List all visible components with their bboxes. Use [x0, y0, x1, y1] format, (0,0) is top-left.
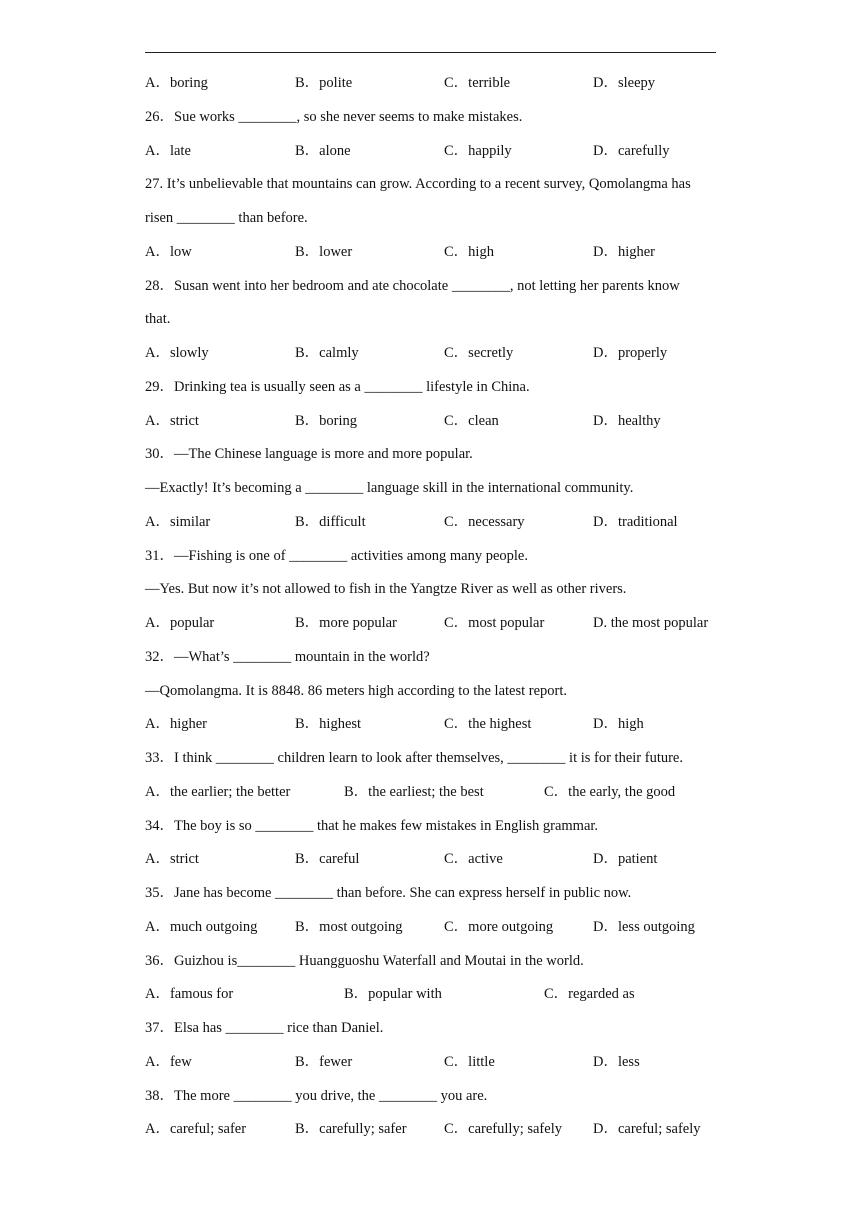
answer-option: C．active — [444, 851, 503, 868]
answer-option: D．carefully — [593, 142, 670, 159]
question-text: 27. It’s unbelievable that mountains can grow. According to a recent survey, Qomolangma has — [145, 176, 691, 193]
answer-option: B．difficult — [295, 513, 366, 530]
answer-options — [145, 779, 725, 813]
question-text: 35．Jane has become ________ than before. She can express herself in public now. — [145, 885, 632, 901]
question-text: 32．—What’s ________ mountain in the world? — [145, 648, 430, 665]
header-rule — [145, 52, 716, 53]
answer-options — [145, 610, 725, 644]
answer-option: C．terrible — [444, 75, 511, 91]
question-text: 26．Sue works ________, so she never seems to make mistakes. — [145, 108, 523, 125]
answer-option: B．highest — [295, 716, 362, 733]
answer-option: B．popular with — [344, 986, 442, 1003]
question-text: 34．The boy is so ________ that he makes few mistakes in English grammar. — [145, 817, 599, 834]
answer-option: C．happily — [444, 142, 512, 159]
answer-option: C．most popular — [444, 615, 545, 631]
answer-option: D. the most popular — [593, 615, 709, 631]
answer-options — [145, 239, 725, 273]
question-text: 37．Elsa has ________ rice than Daniel. — [145, 1020, 384, 1036]
answer-option: A．few — [145, 1053, 192, 1070]
answer-option: A．strict — [145, 412, 199, 429]
answer-options — [145, 408, 725, 442]
answer-option: D．high — [593, 716, 644, 733]
answer-option: C．high — [444, 243, 494, 260]
question-text: 36．Guizhou is________ Huangguoshu Waterfall and Moutai in the world. — [145, 952, 584, 969]
answer-option: B．boring — [295, 412, 358, 429]
answer-option: B．most outgoing — [295, 918, 403, 935]
answer-options — [145, 846, 725, 880]
answer-option: D．less — [593, 1053, 640, 1070]
answer-option: C．more outgoing — [444, 918, 554, 935]
question-text: 38．The more ________ you drive, the ________ you are. — [145, 1087, 488, 1104]
question-text: 31．—Fishing is one of ________ activities among many people. — [145, 547, 528, 564]
answer-option: B．polite — [295, 75, 353, 91]
answer-option: A．much outgoing — [145, 918, 258, 935]
question-text: —Qomolangma. It is 8848. 86 meters high according to the latest report. — [145, 682, 568, 699]
answer-option: C．the early, the good — [544, 783, 676, 800]
answer-option: B．calmly — [295, 345, 359, 361]
question-text: —Exactly! It’s becoming a ________ language skill in the international community. — [145, 480, 634, 496]
answer-options — [145, 1049, 725, 1083]
answer-option: D．sleepy — [593, 75, 656, 91]
question-text: 33．I think ________ children learn to look after themselves, ________ it is for their future. — [145, 750, 683, 766]
answer-option: B．fewer — [295, 1053, 353, 1070]
answer-option: A．boring — [145, 75, 208, 91]
answer-option: A．late — [145, 142, 191, 159]
answer-option: B．the earliest; the best — [344, 783, 484, 800]
question-text: that. — [145, 311, 171, 328]
answer-option: B．alone — [295, 142, 351, 159]
answer-options — [145, 711, 725, 745]
question-text: risen ________ than before. — [145, 210, 308, 226]
answer-option: A．slowly — [145, 345, 209, 361]
answer-option: B．more popular — [295, 615, 397, 631]
answer-option: A．low — [145, 243, 192, 260]
answer-option: C．regarded as — [544, 986, 635, 1003]
answer-option: A．higher — [145, 716, 208, 733]
answer-options — [145, 340, 725, 374]
answer-option: D．less outgoing — [593, 918, 695, 935]
answer-option: D．higher — [593, 243, 656, 260]
answer-option: C．the highest — [444, 716, 532, 733]
answer-option: C．necessary — [444, 513, 525, 530]
answer-option: C．carefully; safely — [444, 1121, 562, 1138]
answer-options — [145, 138, 725, 172]
answer-option: A．famous for — [145, 986, 234, 1003]
answer-option: B．careful — [295, 851, 360, 868]
answer-options — [145, 981, 725, 1015]
answer-options — [145, 914, 725, 948]
answer-option: A．similar — [145, 513, 211, 530]
answer-option: C．secretly — [444, 345, 514, 361]
answer-option: D．healthy — [593, 412, 661, 429]
question-list — [145, 70, 725, 1150]
answer-option: A．the earlier; the better — [145, 783, 291, 800]
answer-option: D．properly — [593, 345, 668, 361]
question-text: 29．Drinking tea is usually seen as a ________ lifestyle in China. — [145, 378, 530, 395]
answer-option: D．traditional — [593, 513, 678, 530]
question-text: —Yes. But now it’s not allowed to fish in the Yangtze River as well as other rivers. — [145, 581, 627, 598]
answer-option: A．careful; safer — [145, 1121, 247, 1138]
question-text: 28．Susan went into her bedroom and ate chocolate ________, not letting her parents know — [145, 277, 680, 294]
answer-option: B．lower — [295, 243, 353, 260]
question-text: 30．—The Chinese language is more and more popular. — [145, 446, 473, 463]
answer-option: C．clean — [444, 412, 499, 429]
answer-option: A．strict — [145, 851, 199, 868]
answer-option: B．carefully; safer — [295, 1121, 407, 1138]
answer-option: D．patient — [593, 851, 658, 868]
answer-options — [145, 1116, 725, 1150]
answer-option: A．popular — [145, 615, 215, 631]
answer-options — [145, 509, 725, 543]
answer-options — [145, 70, 725, 104]
answer-option: C．little — [444, 1053, 495, 1070]
answer-option: D．careful; safely — [593, 1121, 701, 1138]
